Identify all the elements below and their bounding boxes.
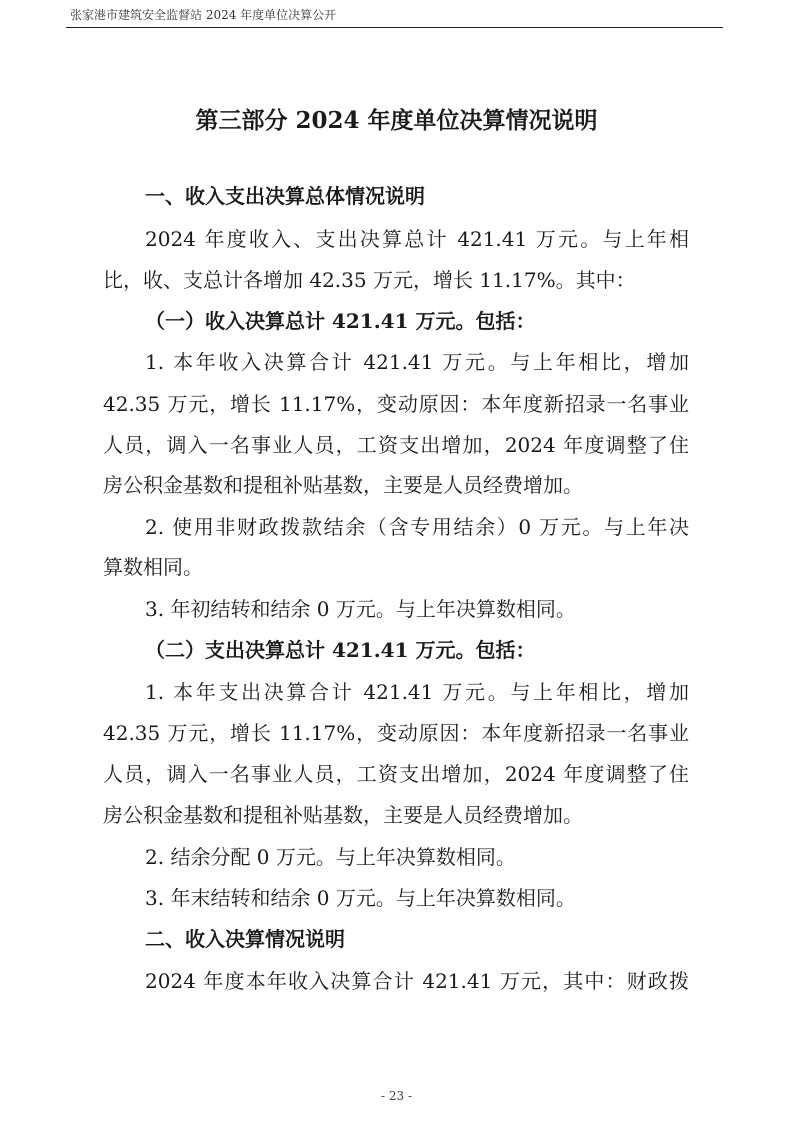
section-heading-1: 一、收入支出决算总体情况说明 <box>145 184 425 208</box>
paragraph-line: 2024 年度收入、支出决算总计 421.41 万元。与上年相 <box>145 227 689 251</box>
paragraph-line: 房公积金基数和提租补贴基数，主要是人员经费增加。 <box>103 473 583 497</box>
section-heading-2: 二、收入决算情况说明 <box>145 927 345 951</box>
paragraph-line: 2. 使用非财政拨款结余（含专用结余）0 万元。与上年决 <box>145 515 689 539</box>
paragraph-line: 比，收、支总计各增加 42.35 万元，增长 11.17%。其中： <box>103 268 636 292</box>
paragraph-line: 42.35 万元，增长 11.17%，变动原因：本年度新招录一名事业 <box>103 392 689 416</box>
subsection-heading-expenditure: （二）支出决算总计 421.41 万元。包括： <box>145 638 536 662</box>
page-title: 第三部分 2024 年度单位决算情况说明 <box>195 107 598 134</box>
paragraph-line: 1. 本年收入决算合计 421.41 万元。与上年相比，增加 <box>145 350 689 374</box>
subsection-heading-income: （一）收入决算总计 421.41 万元。包括： <box>145 309 536 333</box>
paragraph-line: 1. 本年支出决算合计 421.41 万元。与上年相比，增加 <box>145 680 689 704</box>
paragraph-line: 3. 年初结转和结余 0 万元。与上年决算数相同。 <box>145 597 576 621</box>
header-rule <box>66 27 723 28</box>
paragraph-line: 人员，调入一名事业人员，工资支出增加，2024 年度调整了住 <box>103 433 689 457</box>
paragraph-line: 3. 年末结转和结余 0 万元。与上年决算数相同。 <box>145 886 576 910</box>
paragraph-line: 2. 结余分配 0 万元。与上年决算数相同。 <box>145 845 516 869</box>
running-header: 张家港市建筑安全监督站 2024 年度单位决算公开 <box>70 8 337 22</box>
paragraph-line: 房公积金基数和提租补贴基数，主要是人员经费增加。 <box>103 803 583 827</box>
paragraph-line: 人员，调入一名事业人员，工资支出增加，2024 年度调整了住 <box>103 762 689 786</box>
paragraph-line: 算数相同。 <box>103 555 203 579</box>
paragraph-line: 42.35 万元，增长 11.17%，变动原因：本年度新招录一名事业 <box>103 721 689 745</box>
page-number: - 23 - <box>380 1089 412 1103</box>
paragraph-line: 2024 年度本年收入决算合计 421.41 万元，其中：财政拨 <box>145 969 689 993</box>
